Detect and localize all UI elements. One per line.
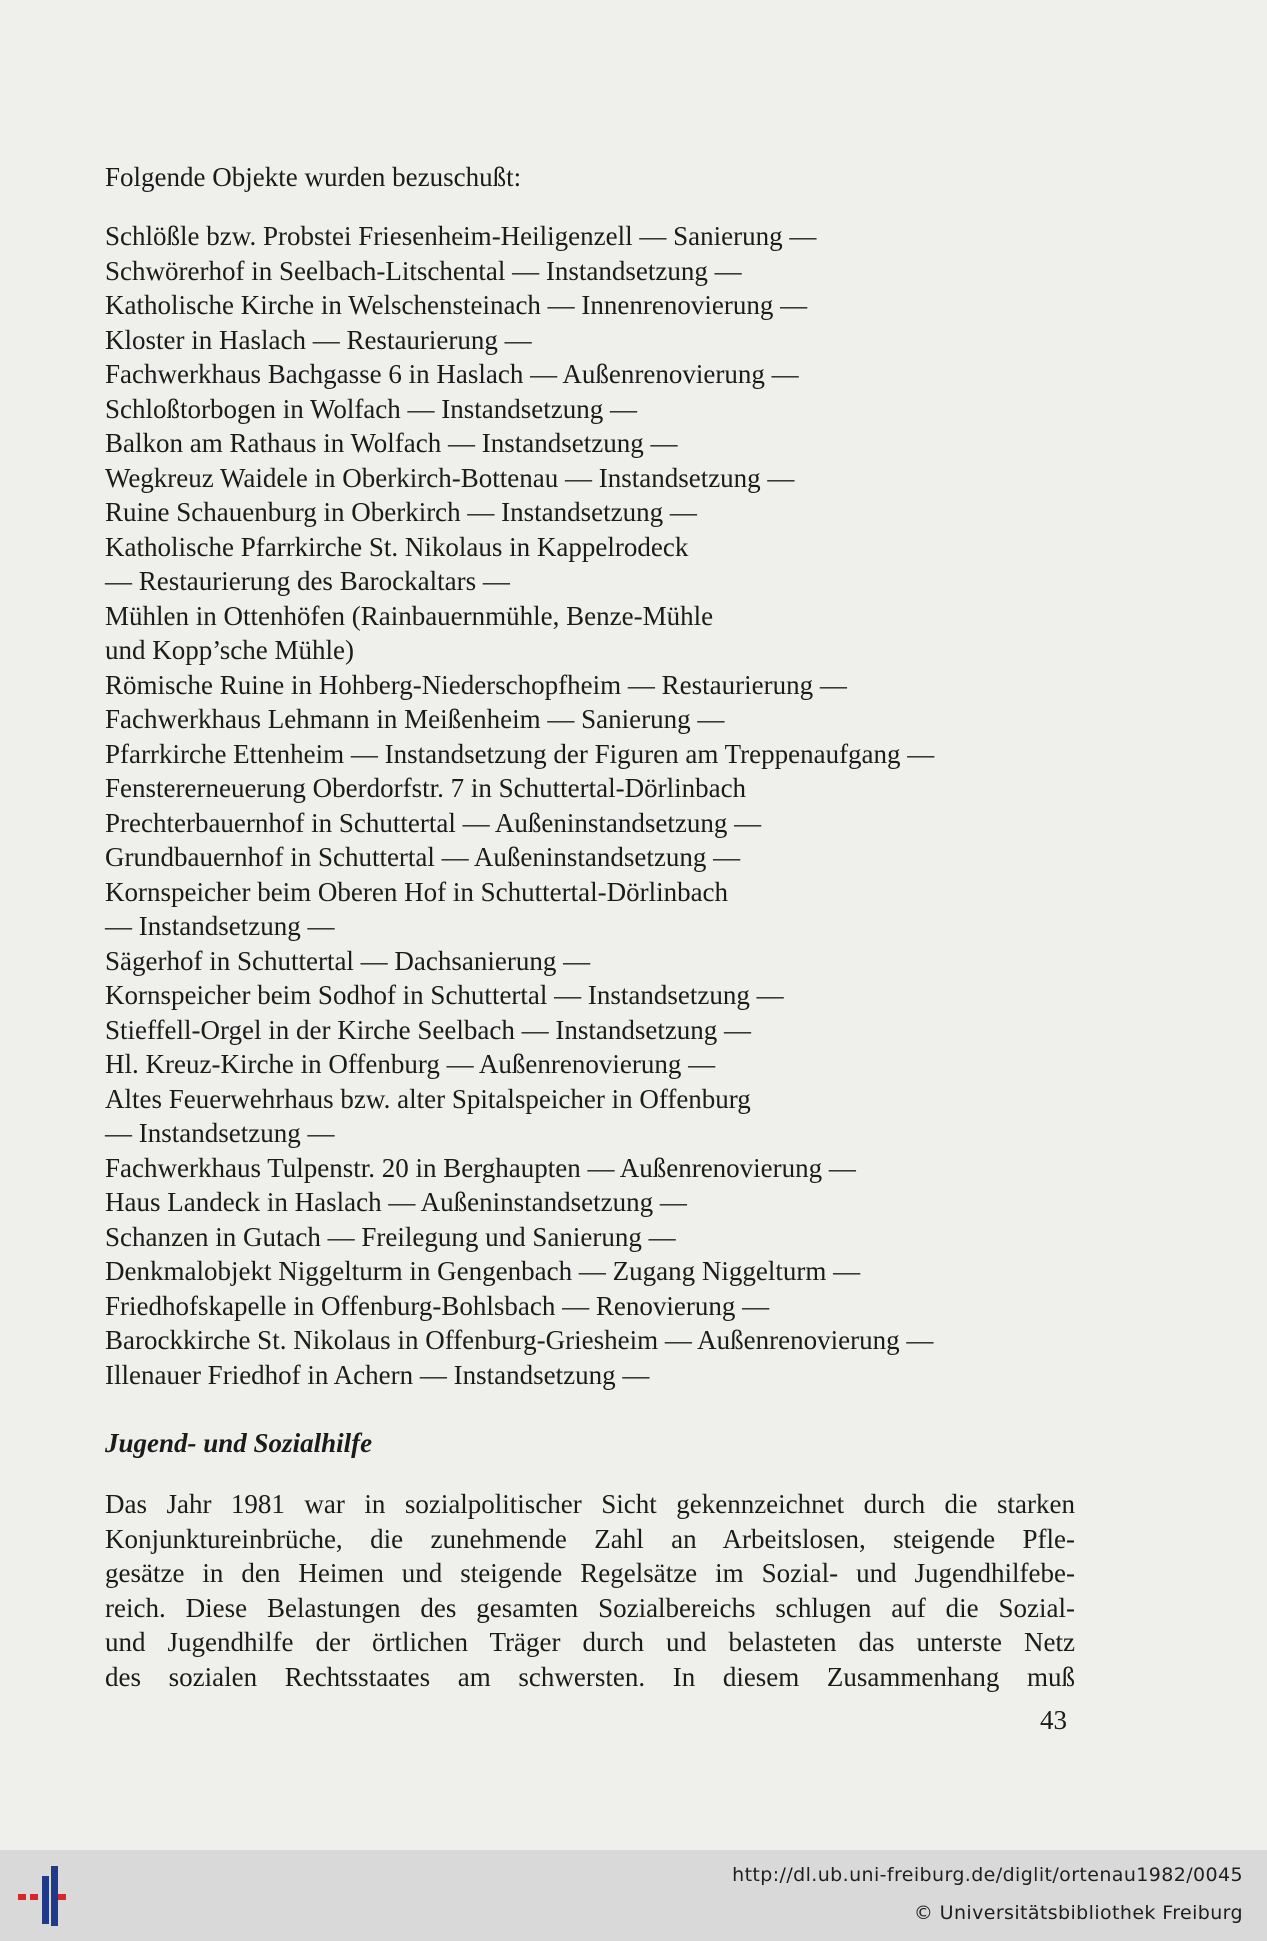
paragraph-line: Das Jahr 1981 war in sozialpolitischer Sicht gekennzeichnet durch die starken [105,1489,1075,1519]
object-list [105,219,1075,1392]
list-item: — Instandsetzung — [105,911,335,941]
paragraph-line: und Jugendhilfe der örtlichen Träger durch und belasteten das unterste Netz [105,1627,1075,1657]
list-item: Schlößle bzw. Probstei Friesenheim-Heiligenzell — Sanierung — [105,221,817,251]
footer-url-link[interactable]: http://dl.ub.uni-freiburg.de/diglit/ortenau1982/0045 [732,1864,1243,1886]
list-item: Schanzen in Gutach — Freilegung und Sanierung — [105,1221,676,1252]
section-heading: Jugend- und Sozialhilfe [105,1428,373,1458]
list-item: Kloster in Haslach — Restaurierung — [105,324,532,355]
list-item: Kornspeicher beim Oberen Hof in Schuttertal-Dörlinbach [105,876,729,907]
list-item: Friedhofskapelle in Offenburg-Bohlsbach — Renovierung — [105,1290,770,1321]
list-item: Balkon am Rathaus in Wolfach — Instandsetzung — [105,428,678,458]
list-item: Altes Feuerwehrhaus bzw. alter Spitalspeicher in Offenburg [105,1083,751,1114]
ub-freiburg-logo-icon [18,1858,78,1936]
list-item: Kornspeicher beim Sodhof in Schuttertal — Instandsetzung — [105,980,784,1010]
list-item: Haus Landeck in Haslach — Außeninstandsetzung — [105,1187,687,1217]
list-item: Grundbauernhof in Schuttertal — Außeninstandsetzung — [105,842,741,872]
paragraph-line: reich. Diese Belastungen des gesamten Sozialbereichs schlugen auf die Sozial- [105,1592,1075,1623]
list-item: Pfarrkirche Ettenheim — Instandsetzung der Figuren am Treppenaufgang — [105,738,935,769]
list-item: Barockkirche St. Nikolaus in Offenburg-Griesheim — Außenrenovierung — [105,1325,934,1355]
list-item: Illenauer Friedhof in Achern — Instandsetzung — [105,1359,650,1390]
list-item: Wegkreuz Waidele in Oberkirch-Bottenau — Instandsetzung — [105,462,795,493]
list-item: Mühlen in Ottenhöfen (Rainbauernmühle, Benze-Mühle [105,600,714,631]
list-item: Denkmalobjekt Niggelturm in Gengenbach — Zugang Niggelturm — [105,1256,861,1286]
list-item: Prechterbauernhof in Schuttertal — Außeninstandsetzung — [105,807,762,838]
list-item: Katholische Pfarrkirche St. Nikolaus in Kappelrodeck [105,531,689,562]
body-paragraph [105,1487,1075,1694]
list-item: — Restaurierung des Barockaltars — [105,566,510,596]
list-item: Fenstererneuerung Oberdorfstr. 7 in Schuttertal-Dörlinbach [105,773,747,803]
list-item: Katholische Kirche in Welschensteinach — Innenrenovierung — [105,290,808,320]
list-item: — Instandsetzung — [105,1118,335,1148]
list-item: Hl. Kreuz-Kirche in Offenburg — Außenrenovierung — [105,1049,716,1079]
paragraph-line: gesätze in den Heimen und steigende Regelsätze im Sozial- und Jugendhilfebe- [105,1558,1075,1588]
list-item: Schwörerhof in Seelbach-Litschental — Instandsetzung — [105,255,742,286]
page-content [105,160,1075,1694]
footer-bar [0,1850,1267,1941]
list-item: Stieffell-Orgel in der Kirche Seelbach — Instandsetzung — [105,1014,752,1045]
list-item: und Kopp’sche Mühle) [105,635,354,665]
paragraph-line: des sozialen Rechtsstaates am schwersten. In diesem Zusammenhang muß [105,1661,1075,1692]
intro-line: Folgende Objekte wurden bezuschußt: [105,162,522,192]
page-number: 43 [1040,1705,1067,1735]
list-item: Schloßtorbogen in Wolfach — Instandsetzung — [105,393,637,424]
paragraph-line: Konjunktureinbrüche, die zunehmende Zahl an Arbeitslosen, steigende Pfle- [105,1523,1075,1554]
list-item: Fachwerkhaus Bachgasse 6 in Haslach — Außenrenovierung — [105,359,799,389]
list-item: Römische Ruine in Hohberg-Niederschopfheim — Restaurierung — [105,669,847,700]
list-item: Ruine Schauenburg in Oberkirch — Instandsetzung — [105,497,697,527]
list-item: Fachwerkhaus Lehmann in Meißenheim — Sanierung — [105,704,725,734]
list-item: Sägerhof in Schuttertal — Dachsanierung — [105,945,591,976]
footer-copyright: © Universitätsbibliothek Freiburg [913,1902,1243,1924]
list-item: Fachwerkhaus Tulpenstr. 20 in Berghaupten — Außenrenovierung — [105,1152,856,1183]
